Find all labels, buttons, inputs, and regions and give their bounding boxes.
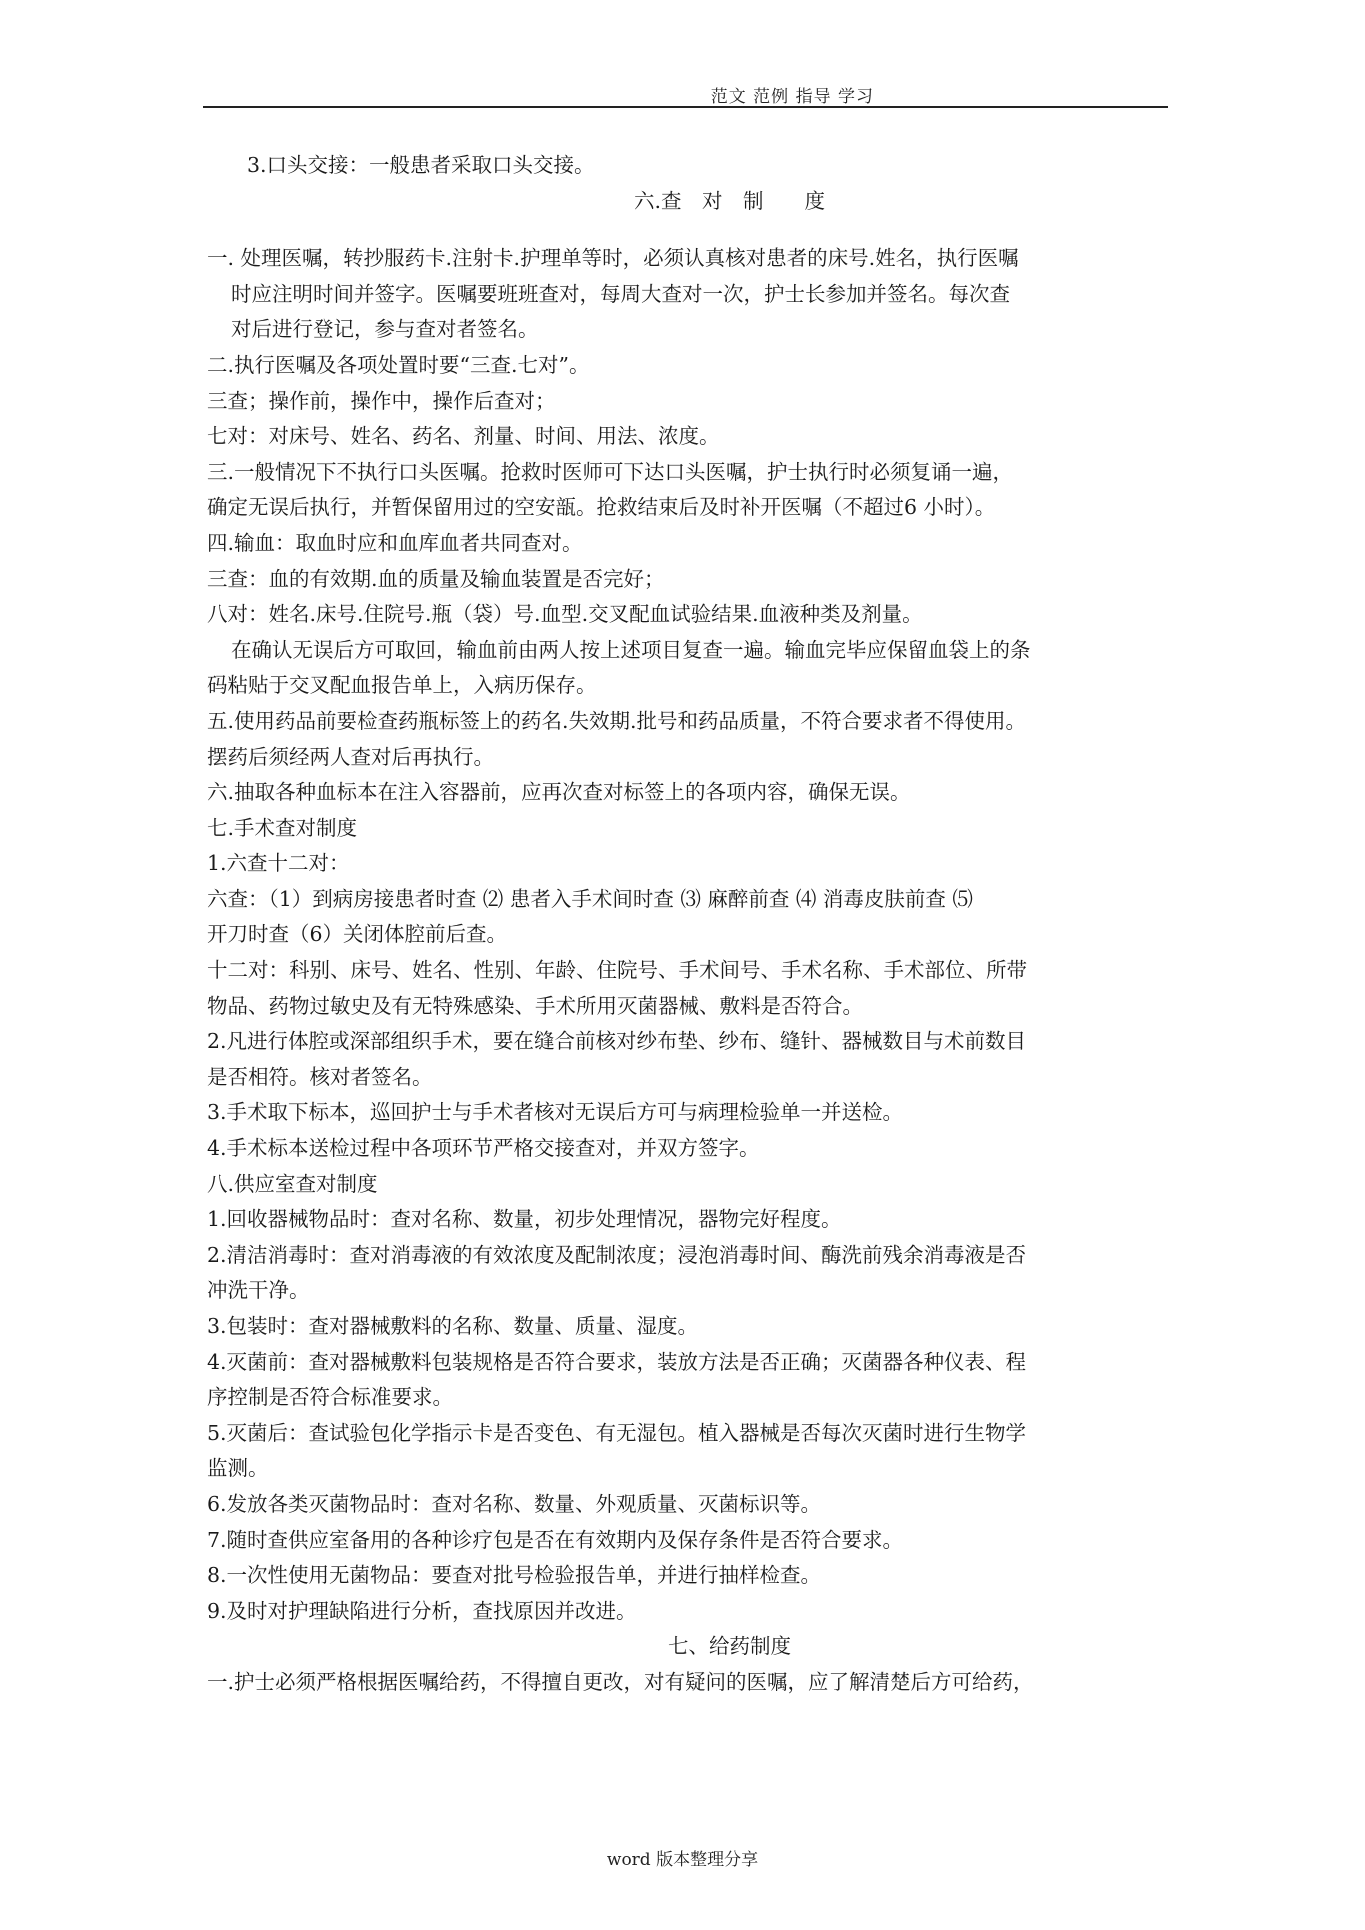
section-title: 七、给药制度 [668, 1634, 791, 1659]
paragraph-line: 一. 处理医嘱，转抄服药卡.注射卡.护理单等时，必须认真核对患者的床号.姓名，执行医嘱 [207, 246, 1019, 271]
paragraph-line: 1.回收器械物品时：查对名称、数量，初步处理情况，器物完好程度。 [207, 1207, 842, 1232]
section-heading: 七.手术查对制度 [207, 815, 358, 840]
paragraph-line: 序控制是否符合标准要求。 [207, 1385, 453, 1410]
paragraph-line: 在确认无误后方可取回，输血前由两人按上述项目复查一遍。输血完毕应保留血袋上的条 [231, 637, 1031, 662]
paragraph-line: 五.使用药品前要检查药瓶标签上的药名.失效期.批号和药品质量，不符合要求者不得使用。 [207, 708, 1027, 733]
paragraph-line: 七对：对床号、姓名、药名、剂量、时间、用法、浓度。 [207, 424, 720, 449]
paragraph-line: 4.手术标本送检过程中各项环节严格交接查对，并双方签字。 [207, 1136, 760, 1161]
paragraph-line: 二.执行医嘱及各项处置时要“三查.七对”。 [207, 352, 590, 377]
paragraph-line: 摆药后须经两人查对后再执行。 [207, 744, 494, 769]
paragraph-line: 2.凡进行体腔或深部组织手术，要在缝合前核对纱布垫、纱布、缝针、器械数目与术前数目 [207, 1029, 1027, 1054]
paragraph-line: 三查；操作前，操作中，操作后查对； [207, 388, 556, 413]
paragraph-line: 确定无误后执行，并暂保留用过的空安瓿。抢救结束后及时补开医嘱（不超过6 小时）。 [207, 495, 996, 520]
paragraph-line: 时应注明时间并签字。医嘱要班班查对，每周大查对一次，护士长参加并签名。每次查 [231, 281, 1010, 306]
paragraph-line: 四.输血：取血时应和血库血者共同查对。 [207, 530, 583, 555]
paragraph-line: 8.一次性使用无菌物品：要查对批号检验报告单，并进行抽样检查。 [207, 1563, 822, 1588]
paragraph-line: 八对：姓名.床号.住院号.瓶（袋）号.血型.交叉配血试验结果.血液种类及剂量。 [207, 602, 923, 627]
paragraph-line: 监测。 [207, 1456, 269, 1481]
paragraph-line: 三.一般情况下不执行口头医嘱。抢救时医师可下达口头医嘱，护士执行时必须复诵一遍， [207, 459, 1014, 484]
paragraph-line: 3.手术取下标本，巡回护士与手术者核对无误后方可与病理检验单一并送检。 [207, 1100, 904, 1125]
paragraph-line: 1.六查十二对： [207, 851, 350, 876]
paragraph-line: 3.包装时：查对器械敷料的名称、数量、质量、湿度。 [207, 1314, 699, 1338]
paragraph-line: 6.发放各类灭菌物品时：查对名称、数量、外观质量、灭菌标识等。 [207, 1491, 822, 1516]
paragraph-line: 对后进行登记，参与查对者签名。 [231, 317, 539, 342]
section-heading: 八.供应室查对制度 [207, 1171, 378, 1196]
paragraph-line: 一.护士必须严格根据医嘱给药，不得擅自更改，对有疑问的医嘱，应了解清楚后方可给药， [207, 1669, 1034, 1694]
paragraph-line: 三查：血的有效期.血的质量及输血装置是否完好； [207, 566, 665, 591]
page-header [203, 80, 1168, 108]
paragraph-line: 六查：（1）到病房接患者时查 ⑵ 患者入手术间时查 ⑶ 麻醉前查 ⑷ 消毒皮肤前查 ⑸ [207, 886, 973, 911]
section-title: 六.查 对 制 度 [633, 188, 826, 213]
paragraph-line: 9.及时对护理缺陷进行分析，查找原因并改进。 [207, 1598, 637, 1623]
page-footer: word 版本整理分享 [606, 1850, 759, 1870]
paragraph-line: 是否相符。核对者签名。 [207, 1064, 433, 1089]
paragraph-line: 物品、药物过敏史及有无特殊感染、手术所用灭菌器械、敷料是否符合。 [207, 993, 863, 1018]
document-body [207, 148, 1172, 1701]
paragraph-line: 开刀时查（6）关闭体腔前后查。 [207, 922, 508, 947]
header-text: 范文 范例 指导 学习 [710, 87, 874, 107]
paragraph-line: 码粘贴于交叉配血报告单上，入病历保存。 [207, 673, 597, 698]
paragraph-line: 7.随时查供应室备用的各种诊疗包是否在有效期内及保存条件是否符合要求。 [207, 1527, 904, 1552]
paragraph-line: 4.灭菌前：查对器械敷料包装规格是否符合要求，装放方法是否正确；灭菌器各种仪表、程 [207, 1349, 1027, 1374]
paragraph-line: 2.清洁消毒时：查对消毒液的有效浓度及配制浓度；浸泡消毒时间、酶洗前残余消毒液是否 [207, 1242, 1027, 1267]
paragraph-line: 六.抽取各种血标本在注入容器前，应再次查对标签上的各项内容，确保无误。 [207, 780, 911, 805]
paragraph-line: 冲洗干净。 [207, 1278, 310, 1303]
paragraph-line: 5.灭菌后：查试验包化学指示卡是否变色、有无湿包。植入器械是否每次灭菌时进行生物学 [207, 1420, 1027, 1445]
paragraph-line: 十二对：科别、床号、姓名、性别、年龄、住院号、手术间号、手术名称、手术部位、所带 [207, 958, 1027, 983]
paragraph-line: 3.口头交接：一般患者采取口头交接。 [247, 153, 595, 177]
